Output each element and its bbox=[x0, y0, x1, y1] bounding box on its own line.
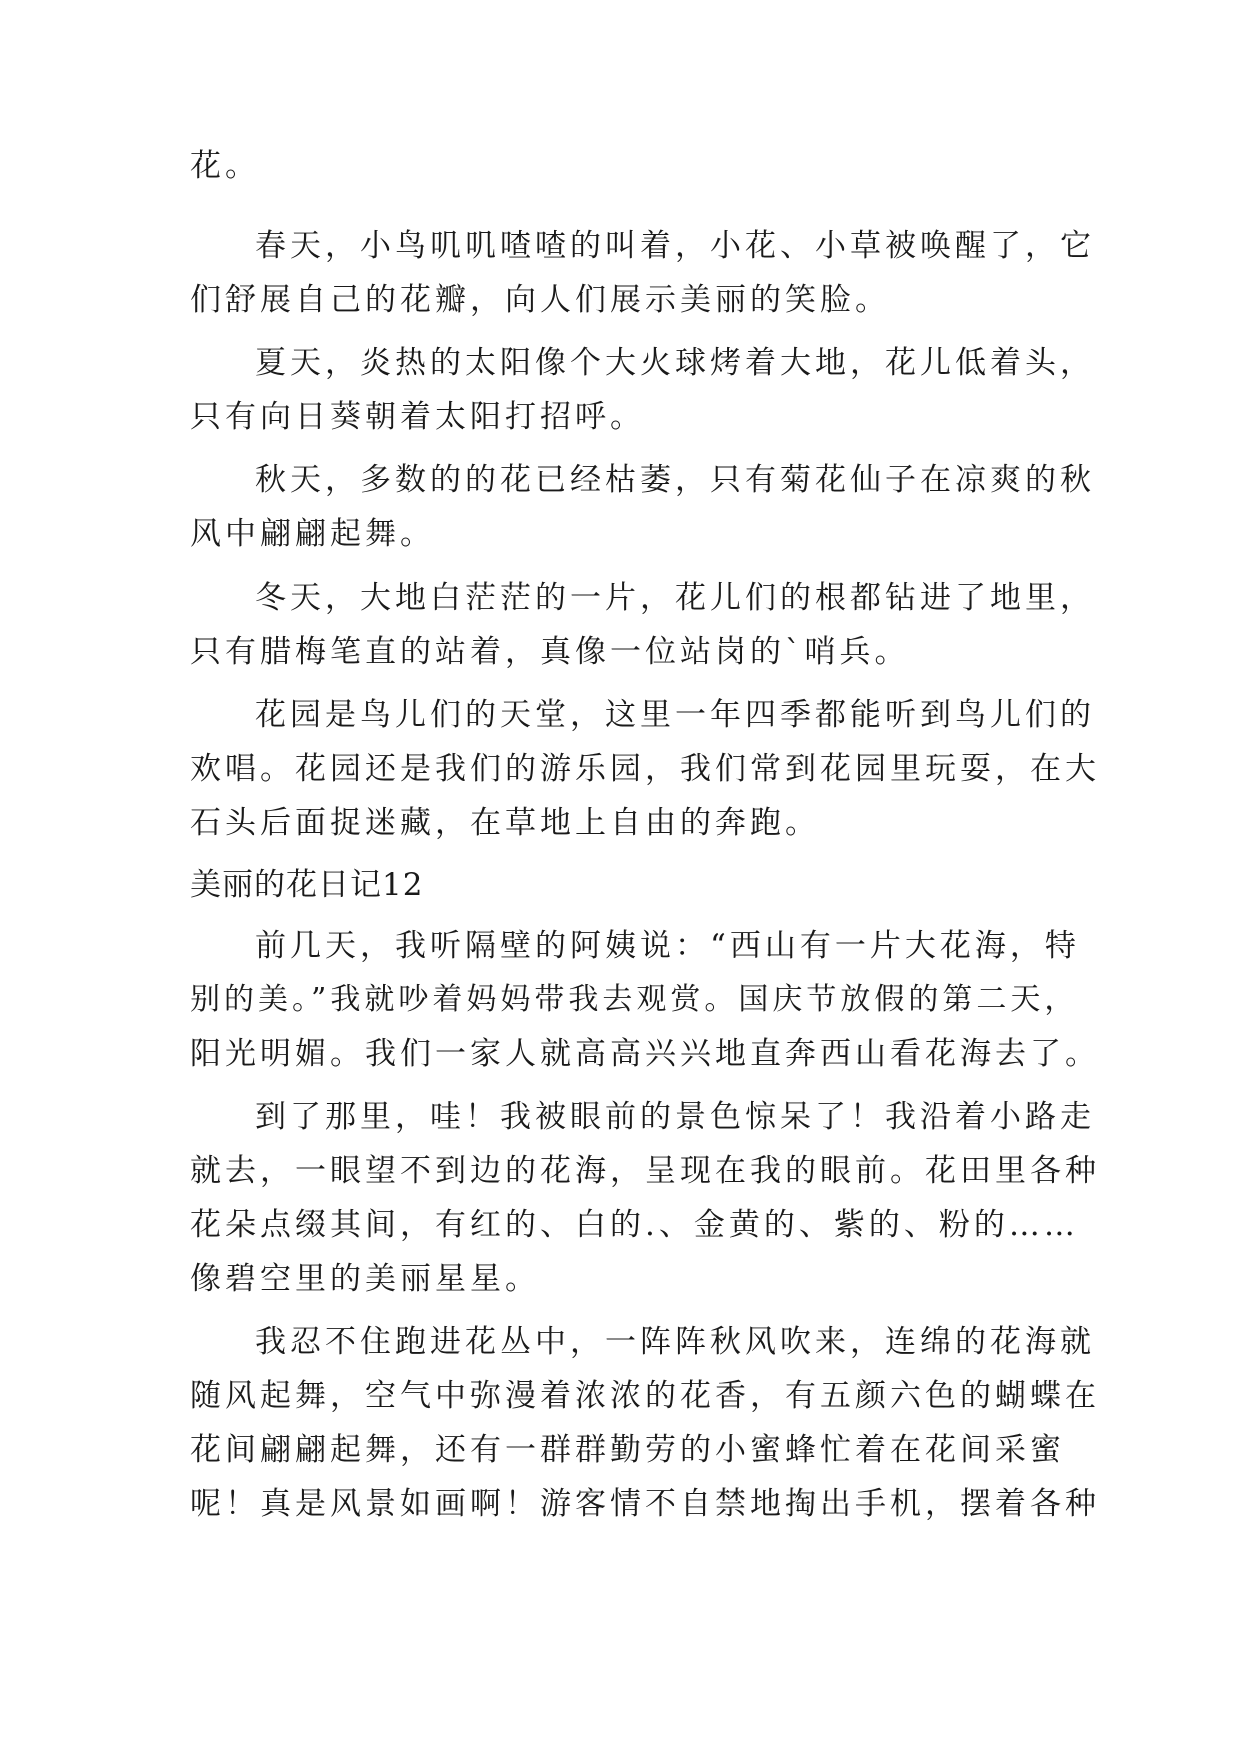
paragraph-first-line: 秋天，多数的的花已经枯萎，只有菊花仙子在凉爽的秋 bbox=[255, 462, 1095, 498]
paragraph-first-line: 到了那里，哇！我被眼前的景色惊呆了！我沿着小路走 bbox=[255, 1099, 1095, 1135]
text-line: 花间翩翩起舞，还有一群群勤劳的小蜜蜂忙着在花间采蜜 bbox=[190, 1432, 1065, 1468]
paragraph-first-line: 我忍不住跑进花丛中，一阵阵秋风吹来，连绵的花海就 bbox=[255, 1324, 1095, 1360]
paragraph-first-line: 前几天，我听隔壁的阿姨说：“西山有一片大花海，特 bbox=[255, 928, 1080, 964]
text-line: 像碧空里的美丽星星。 bbox=[190, 1261, 540, 1297]
text-line: 只有向日葵朝着太阳打招呼。 bbox=[190, 399, 645, 435]
text-line: 石头后面捉迷藏，在草地上自由的奔跑。 bbox=[190, 805, 820, 841]
text-line: 欢唱。花园还是我们的游乐园，我们常到花园里玩耍，在大 bbox=[190, 751, 1100, 787]
text-line: 们舒展自己的花瓣，向人们展示美丽的笑脸。 bbox=[190, 282, 890, 318]
paragraph-first-line: 花园是鸟儿们的天堂，这里一年四季都能听到鸟儿们的 bbox=[255, 697, 1095, 733]
paragraph-first-line: 冬天，大地白茫茫的一片，花儿们的根都钻进了地里， bbox=[255, 580, 1095, 616]
paragraph-first-line: 夏天，炎热的太阳像个大火球烤着大地，花儿低着头， bbox=[255, 345, 1095, 381]
text-line: 就去，一眼望不到边的花海，呈现在我的眼前。花田里各种 bbox=[190, 1153, 1100, 1189]
text-line: 只有腊梅笔直的站着，真像一位站岗的`哨兵。 bbox=[190, 634, 910, 670]
text-line: 呢！真是风景如画啊！游客情不自禁地掏出手机，摆着各种 bbox=[190, 1486, 1100, 1522]
text-line: 阳光明媚。我们一家人就高高兴兴地直奔西山看花海去了。 bbox=[190, 1036, 1100, 1072]
text-line: 花。 bbox=[190, 148, 260, 184]
text-line: 随风起舞，空气中弥漫着浓浓的花香，有五颜六色的蝴蝶在 bbox=[190, 1378, 1100, 1414]
text-line: 别的美。”我就吵着妈妈带我去观赏。国庆节放假的第二天， bbox=[190, 982, 1079, 1017]
paragraph-first-line: 春天，小鸟叽叽喳喳的叫着，小花、小草被唤醒了，它 bbox=[255, 228, 1095, 264]
text-line: 花朵点缀其间，有红的、白的.、金黄的、紫的、粉的…… bbox=[190, 1207, 1079, 1243]
section-heading: 美丽的花日记12 bbox=[190, 867, 424, 903]
text-line: 风中翩翩起舞。 bbox=[190, 516, 435, 552]
